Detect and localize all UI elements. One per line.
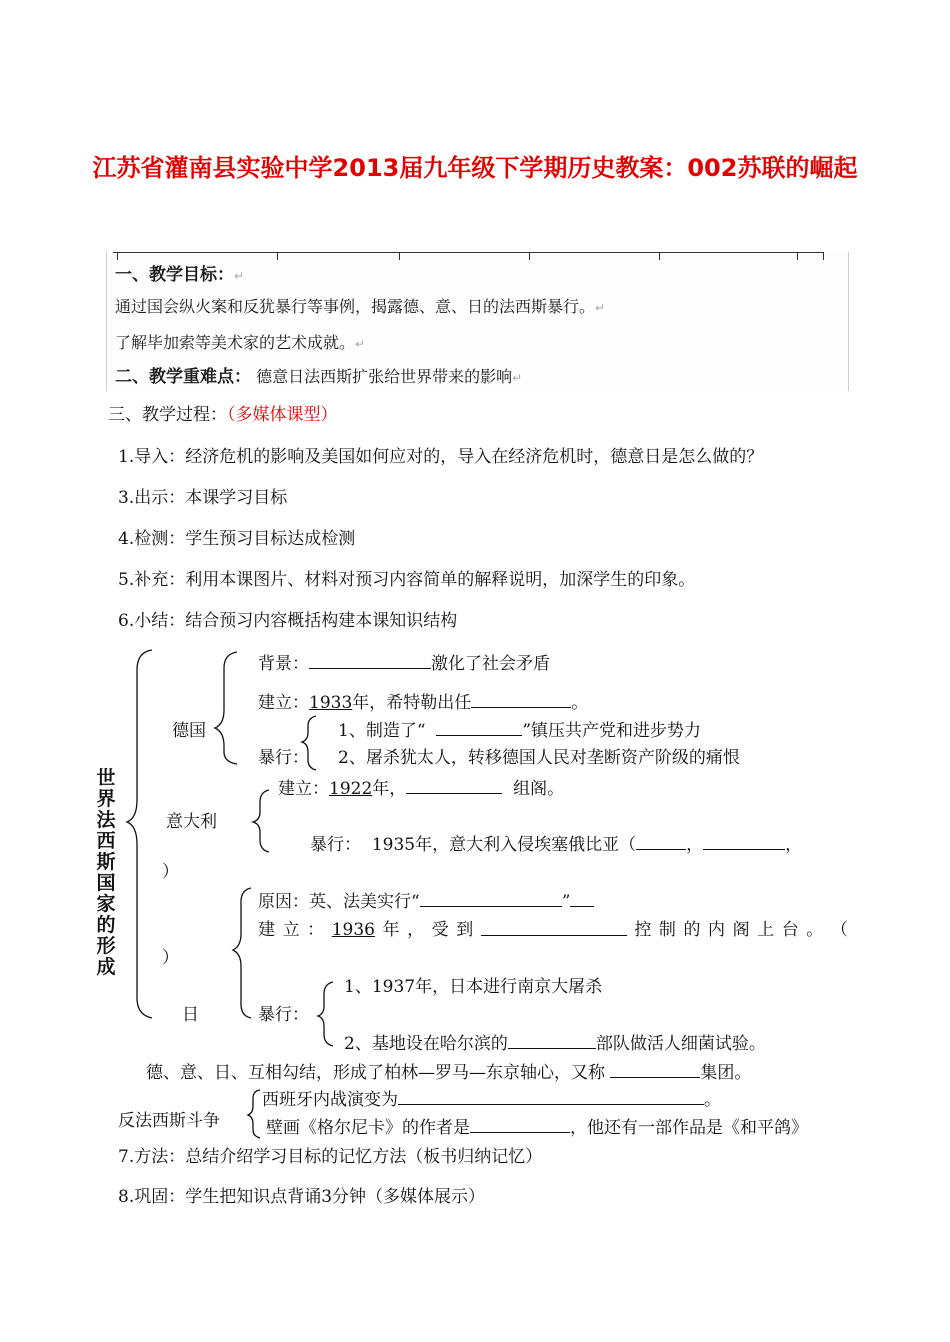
germany-background: 背景： 激化了社会矛盾 [258,654,550,674]
japan-atrocity-2: 2、基地设在哈尔滨的 部队做活人细菌试验。 [344,1034,766,1054]
paragraph-mark-icon: ↵ [595,301,606,315]
blank [420,890,562,907]
germany-atrocity-label: 暴行： [258,748,309,768]
blank [406,777,502,794]
country-italy: 意大利 [166,812,217,832]
country-japan: 日 [182,1005,199,1025]
blank [610,1061,700,1078]
step-consolidate: 8.巩固：学生把知识点背诵3分钟（多媒体展示） [118,1187,486,1207]
italy-atrocity: 暴行： 1935年，意大利入侵埃塞俄比亚（ ， ， [310,835,803,855]
objectives-heading: 一、教学目标： [115,265,234,285]
key-points-heading: 二、教学重难点： [115,367,251,387]
key-point: 德意日法西斯扩张给世界带来的影响 [256,367,513,386]
anti-fascism-line-1: 西班牙内战演变为 。 [262,1090,721,1110]
japan-cause: 原因：英、法美实行“ ” [258,890,594,913]
step-intro: 1.导入：经济危机的影响及美国如何应对的，导入在经济危机时，德意日是怎么做的？ [118,447,764,467]
paragraph-mark-icon: ↵ [234,269,245,283]
germany-founded: 建立：1933年，希特勒出任 。 [258,693,589,713]
italy-close-paren: ） [162,862,179,882]
japan-atrocity-1: 1、1937年，日本进行南京大屠杀 [344,977,603,997]
axis-sentence: 德、意、日、互相勾结，形成了柏林—罗马—东京轴心，又称 集团。 [146,1063,752,1083]
anti-fascism-line-2: 壁画《格尔尼卡》的作者是 ，他还有一部作品是《和平鸽》 [266,1118,808,1138]
step-method: 7.方法：总结介绍学习目标的记忆方法（板书归纳记忆） [118,1147,543,1167]
blank [703,833,785,850]
paragraph-mark-icon: ↵ [512,371,523,385]
page-title: 江苏省灌南县实验中学2013届九年级下学期历史教案：002苏联的崛起 [92,154,858,182]
objective-1: 通过国会纵火案和反犹暴行等事例，揭露德、意、日的法西斯暴行。 [115,297,596,316]
side-label: 世界法西斯国家的形成 [96,767,116,978]
step-supplement: 5.补充：利用本课图片、材料对预习内容简单的解释说明，加深学生的印象。 [118,570,696,590]
step-check: 4.检测：学生预习目标达成检测 [118,529,356,549]
japan-close-paren: ） [162,948,179,968]
course-type: （多媒体课型） [227,405,338,425]
process-heading: 三、教学过程：（多媒体课型） [108,405,338,425]
blank [481,919,627,936]
japan-founded: 建 立 ： 1936 年 ， 受 到 控 制 的 内 阁 上 台 。 （ [258,920,848,940]
country-germany: 德国 [172,721,206,741]
blank [471,691,571,708]
blank [470,1116,570,1133]
germany-atrocity-2: 2、屠杀犹太人，转移德国人民对垄断资产阶级的痛恨 [338,748,740,768]
germany-atrocity-1: 1、制造了“ ”镇压共产党和进步势力 [338,721,702,741]
blank [398,1088,704,1105]
step-show: 3.出示：本课学习目标 [118,488,288,508]
paragraph-mark-icon: ↵ [355,337,366,351]
anti-fascism-label: 反法西斯斗争 [118,1111,220,1131]
italy-founded: 建立：1922年， 组阁。 [278,779,565,799]
blank [508,1032,596,1049]
step-summary: 6.小结：结合预习内容概括构建本课知识结构 [118,611,458,631]
objective-2: 了解毕加索等美术家的艺术成就。 [115,333,356,352]
blank [636,833,686,850]
blank [309,652,431,669]
japan-atrocity-label: 暴行： [258,1005,309,1025]
blank [436,719,522,736]
blank [570,890,594,907]
